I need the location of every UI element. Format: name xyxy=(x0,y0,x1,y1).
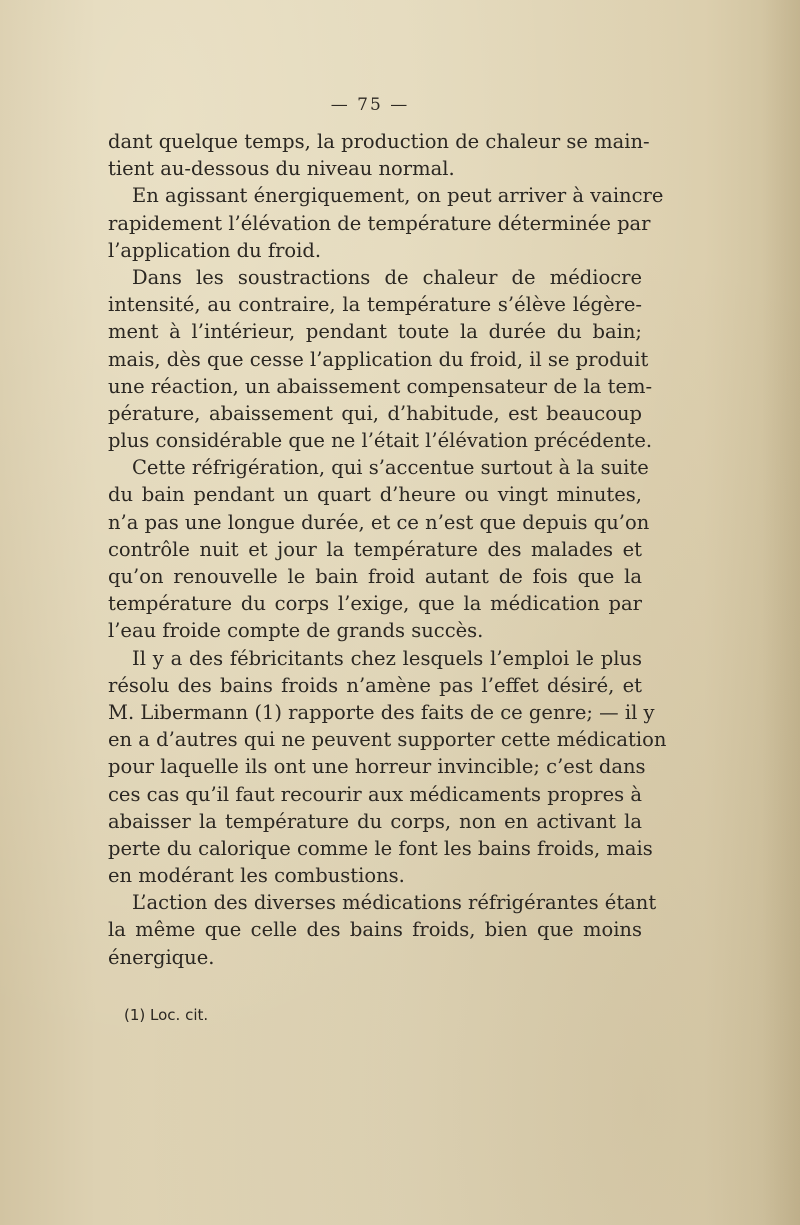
text-line: pérature, abaissement qui, d’habitude, est beaucoup xyxy=(108,401,642,425)
text-line: Cette réfrigération, qui s’accentue surtout à la suite xyxy=(132,456,649,480)
text-line: ment à l’intérieur, pendant toute la durée du bain; xyxy=(108,320,642,344)
text-line: En agissant énergiquement, on peut arriver à vaincre xyxy=(132,184,664,208)
text-line: énergique. xyxy=(108,945,215,969)
text-line: contrôle nuit et jour la température des malades et xyxy=(108,537,642,561)
text-line: du bain pendant un quart d’heure ou vingt minutes, xyxy=(108,483,642,507)
body-text xyxy=(108,128,667,971)
text-line: l’eau froide compte de grands succès. xyxy=(108,619,484,643)
text-line: intensité, au contraire, la température s’élève légère- xyxy=(108,293,642,317)
text-line: L’action des diverses médications réfrigérantes étant xyxy=(132,891,657,915)
text-line: qu’on renouvelle le bain froid autant de fois que la xyxy=(108,565,642,588)
text-line: pour laquelle ils ont une horreur invincible; c’est dans xyxy=(108,755,646,779)
text-line: la même que celle des bains froids, bien que moins xyxy=(108,918,642,942)
text-line: mais, dès que cesse l’application du froid, il se produit xyxy=(108,347,649,371)
text-line: perte du calorique comme le font les bains froids, mais xyxy=(108,836,653,860)
text-line: température du corps l’exige, que la médication par xyxy=(108,592,642,616)
text-line: Dans les soustractions de chaleur de médiocre xyxy=(132,265,642,289)
text-line: ces cas qu’il faut recourir aux médicaments propres à xyxy=(108,782,642,806)
page-number: — 75 — xyxy=(330,95,410,115)
text-line: dant quelque temps, la production de chaleur se main- xyxy=(108,130,650,153)
text-line: une réaction, un abaissement compensateur de la tem- xyxy=(108,374,653,398)
text-line: abaisser la température du corps, non en activant la xyxy=(108,809,642,833)
text-line: M. Libermann (1) rapporte des faits de ce genre; — il y xyxy=(108,700,655,724)
text-line: l’application du froid. xyxy=(108,238,322,262)
text-line: rapidement l’élévation de température déterminée par xyxy=(108,211,651,235)
page-edge-shadow xyxy=(762,0,800,1225)
footnote: (1) Loc. cit. xyxy=(124,1006,209,1024)
text-line: Il y a des fébricitants chez lesquels l’emploi le plus xyxy=(132,646,642,670)
text-line: tient au-dessous du niveau normal. xyxy=(108,157,455,181)
text-line: en modérant les combustions. xyxy=(108,864,405,888)
text-line: plus considérable que ne l’était l’élévation précédente. xyxy=(108,429,653,453)
text-line: en a d’autres qui ne peuvent supporter cette médication xyxy=(108,728,667,752)
text-line: n’a pas une longue durée, et ce n’est que depuis qu’on xyxy=(108,510,650,534)
text-line: résolu des bains froids n’amène pas l’effet désiré, et xyxy=(108,673,642,697)
